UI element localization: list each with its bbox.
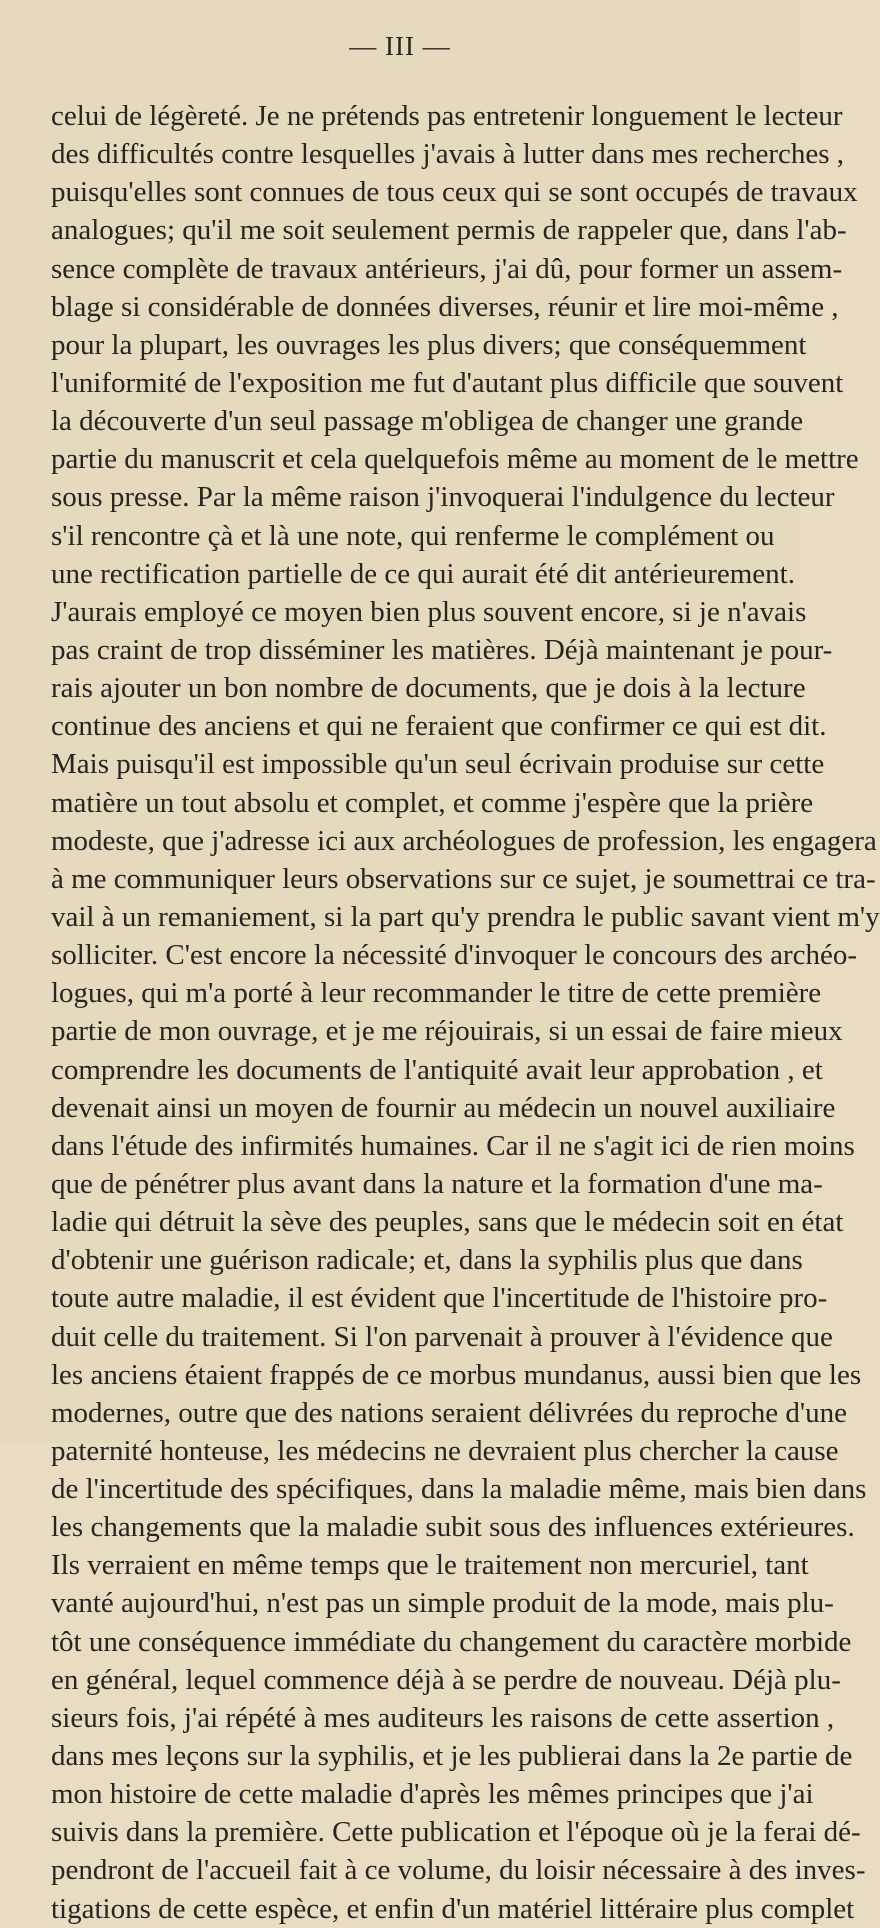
text-line: les anciens étaient frappés de ce morbus mundanus, aussi bien que les — [51, 1358, 862, 1391]
text-line: devenait ainsi un moyen de fournir au médecin un nouvel auxiliaire — [51, 1091, 836, 1124]
text-line: solliciter. C'est encore la nécessité d'invoquer le concours des archéo- — [51, 939, 858, 972]
text-line: Mais puisqu'il est impossible qu'un seul écrivain produise sur cette — [51, 748, 825, 781]
text-line: modeste, que j'adresse ici aux archéologues de profession, les engagera — [51, 824, 877, 857]
text-line: dans mes leçons sur la syphilis, et je les publierai dans la 2e partie de — [51, 1740, 853, 1773]
text-line: toute autre maladie, il est évident que l'incertitude de l'histoire pro- — [51, 1282, 828, 1315]
text-line: pendront de l'accueil fait à ce volume, du loisir nécessaire à des inves- — [51, 1854, 866, 1887]
text-line: l'uniformité de l'exposition me fut d'autant plus difficile que souvent — [51, 366, 844, 399]
text-line: sous presse. Par la même raison j'invoquerai l'indulgence du lecteur — [51, 481, 835, 514]
text-line: duit celle du traitement. Si l'on parvenait à prouver à l'évidence que — [51, 1320, 833, 1353]
text-line: des difficultés contre lesquelles j'avais à lutter dans mes recherches , — [51, 138, 845, 171]
body-text — [51, 97, 880, 1928]
text-line: tôt une conséquence immédiate du changement du caractère morbide — [51, 1625, 852, 1658]
text-line: logues, qui m'a porté à leur recommander le titre de cette première — [51, 977, 822, 1010]
text-line: blage si considérable de données diverses, réunir et lire moi-même , — [51, 290, 839, 323]
text-line: une rectification partielle de ce qui aurait été dit antérieurement. — [51, 557, 795, 590]
text-line: d'obtenir une guérison radicale; et, dans la syphilis plus que dans — [51, 1244, 803, 1277]
text-line: Ils verraient en même temps que le traitement non mercuriel, tant — [51, 1549, 809, 1582]
page-number: — III — — [349, 31, 451, 61]
text-line: J'aurais employé ce moyen bien plus souvent encore, si je n'avais — [51, 595, 807, 628]
text-line: que de pénétrer plus avant dans la nature et la formation d'une ma- — [51, 1167, 823, 1200]
text-line: de l'incertitude des spécifiques, dans la maladie même, mais bien dans — [51, 1473, 867, 1506]
text-line: matière un tout absolu et complet, et comme j'espère que la prière — [51, 786, 814, 819]
text-line: pour la plupart, les ouvrages les plus divers; que conséquemment — [51, 328, 807, 361]
text-line: modernes, outre que des nations seraient délivrées du reproche d'une — [51, 1396, 847, 1429]
text-line: tigations de cette espèce, et enfin d'un matériel littéraire plus complet — [51, 1892, 855, 1925]
text-line: les changements que la maladie subit sous des influences extérieures. — [51, 1511, 855, 1544]
text-line: partie de mon ouvrage, et je me réjouirais, si un essai de faire mieux — [51, 1015, 843, 1048]
text-line: puisqu'elles sont connues de tous ceux qui se sont occupés de travaux — [51, 176, 858, 209]
text-line: suivis dans la première. Cette publication et l'époque où je la ferai dé- — [51, 1816, 861, 1849]
text-line: analogues; qu'il me soit seulement permis de rappeler que, dans l'ab- — [51, 214, 847, 247]
text-line: vail à un remaniement, si la part qu'y prendra le public savant vient m'y — [51, 900, 880, 933]
text-line: comprendre les documents de l'antiquité avait leur approbation , et — [51, 1053, 823, 1086]
text-line: s'il rencontre çà et là une note, qui renferme le complément ou — [51, 519, 775, 552]
text-line: ladie qui détruit la sève des peuples, sans que le médecin soit en état — [51, 1206, 844, 1239]
text-line: celui de légèreté. Je ne prétends pas entretenir longuement le lecteur — [51, 100, 843, 132]
text-line: sence complète de travaux antérieurs, j'ai dû, pour former un assem- — [51, 252, 843, 285]
text-line: pas craint de trop disséminer les matières. Déjà maintenant je pour- — [51, 633, 833, 666]
text-line: sieurs fois, j'ai répété à mes auditeurs les raisons de cette assertion , — [51, 1701, 835, 1734]
text-line: rais ajouter un bon nombre de documents, que je dois à la lecture — [51, 672, 806, 705]
text-line: mon histoire de cette maladie d'après les mêmes principes que j'ai — [51, 1778, 814, 1811]
text-line: dans l'étude des infirmités humaines. Car il ne s'agit ici de rien moins — [51, 1129, 855, 1162]
text-line: paternité honteuse, les médecins ne devraient plus chercher la cause — [51, 1434, 839, 1467]
text-line: la découverte d'un seul passage m'obligea de changer une grande — [51, 405, 804, 438]
text-line: partie du manuscrit et cela quelquefois même au moment de le mettre — [51, 443, 859, 476]
text-line: en général, lequel commence déjà à se perdre de nouveau. Déjà plu- — [51, 1663, 841, 1696]
text-line: vanté aujourd'hui, n'est pas un simple produit de la mode, mais plu- — [51, 1587, 834, 1620]
text-line: à me communiquer leurs observations sur ce sujet, je soumettrai ce tra- — [51, 862, 876, 895]
text-line: continue des anciens et qui ne feraient que confirmer ce qui est dit. — [51, 710, 827, 743]
